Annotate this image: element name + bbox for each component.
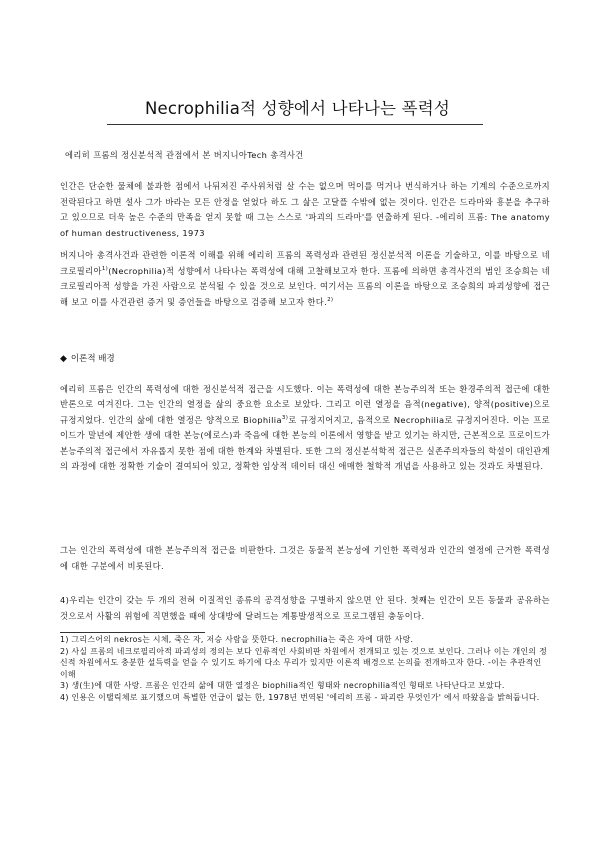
epigraph-quote — [60, 179, 550, 241]
intro-text — [60, 248, 550, 310]
section-heading — [60, 352, 115, 364]
footnote-4: 4) 인용은 이탤릭체로 표기했으며 특별한 언급이 없는 한, 1978년 번역된 '에리히 프롬 - 파괴란 무엇인가' 에서 따왔음을 밝혀둡니다. — [60, 692, 540, 702]
intro-paragraph — [60, 248, 550, 310]
footnote-ref-3[interactable]: 3) — [281, 415, 289, 422]
section-heading-text: 이론적 배경 — [70, 354, 115, 364]
footnote-separator — [60, 632, 205, 633]
theory-text — [60, 382, 550, 474]
footnotes — [60, 634, 548, 704]
citation-paragraph — [60, 593, 550, 623]
footnote-3: 3) 생(生)에 대한 사랑. 프롬은 인간의 삶에 대한 열정은 biophilia적인 형태와 necrophilia적인 형태로 나타난다고 보았다. — [60, 681, 505, 691]
theory-text-part1: 에리히 프롬은 인간의 폭력성에 대한 정신분석적 접근을 시도했다. 이는 폭력성에 대한 본능주의적 또는 환경주의적 접근에 대한 반론으로 여겨진다. 그는 인간의 열정을 삶의 중요한 요소로 보았다. 그리고 이런 열정을 음적(negative), 양적(positive)으로 규정지었다. 인간의 삶에 대한 열정은 양적으로 Biophilia — [60, 384, 550, 425]
diamond-bullet-icon: ◆ — [60, 354, 67, 364]
footnote-ref-1[interactable]: 1) — [101, 265, 109, 272]
intro-text-part2: (Necrophilia)적 성향에서 나타나는 폭력성에 대해 고찰해보고자 한다. 프롬에 의하면 총격사건의 범인 조승희는 네크로필리아적 성향을 가진 사람으로 분석될 수 있을 것으로 보인다. 여기서는 프롬의 이론을 바탕으로 조승희의 파괴성향에 접근해 보고 이를 사건관련 증거 및 증언들을 바탕으로 검증해 보고자 한다. — [60, 265, 550, 307]
title-underline — [107, 124, 483, 125]
theory-text-part2: 로 규정지어지고, 음적으로 Necrophilia로 규정지어진다. 이는 프로이드가 말년에 제안한 생에 대한 본능(에로스)과 죽음에 대한 본능의 이론에서 영향을 받고 있기는 하지만, 근본적으로 프로이드가 본능주의적 접근에서 자유롭지 못한 점에 대한 한계와 차별된다. 또한 그의 정신분석학적 접근은 실존주의자들의 학설이 대인관계의 과정에 대한 정확한 기술이 결여되어 있고, 정확한 임상적 데이터 대신 애매한 철학적 개념을 사용하고 있는 것과도 차별된다. — [60, 414, 550, 472]
critique-paragraph — [60, 543, 550, 574]
document-subtitle: 에리히 프롬의 정신분석적 관점에서 본 버지니아Tech 총격사건 — [65, 150, 304, 160]
document-title: Necrophilia적 성향에서 나타나는 폭력성 — [144, 99, 451, 118]
critique-text: 그는 인간의 폭력성에 대한 본능주의적 접근을 비판한다. 그것은 동물적 본능성에 기인한 폭력성과 인간의 열정에 근거한 폭력성에 대한 구분에서 비롯된다. — [60, 545, 550, 571]
intro-text-part1: 버지니아 총격사건과 관련한 이론적 이해를 위해 에리히 프롬의 폭력성과 관련된 정신분석적 이론을 기술하고, 이를 바탕으로 네크로필리아 — [60, 250, 550, 276]
footnote-2: 2) 사실 프롬의 네크로필리아적 파괴성의 정의는 보다 인류적인 사회비판 차원에서 전개되고 있는 것으로 보인다. 그러나 이는 개인의 정신적 차원에서도 충분한 설득력을 얻을 수 있기도 하기에 다소 무리가 있지만 이론적 배경으로 논의를 전개하고자 한다. -이는 추관적인 이해 — [60, 646, 548, 679]
citation-text: 4)우리는 인간이 갖는 두 개의 전혀 이질적인 종류의 공격성향을 구별하지 않으면 안 된다. 첫째는 인간이 모든 동물과 공유하는 것으로서 사활의 위험에 직면했을 때에 상대방에 달려드는 계통발생적으로 프로그램된 충동이다. — [60, 595, 550, 621]
theory-paragraph — [60, 382, 550, 474]
epigraph-text: 인간은 단순한 물체에 불과한 점에서 나뒤저진 주사위처럼 살 수는 없으며 먹이를 먹거나 번식하거나 하는 기계의 수준으로까지 전락된다고 하면 설사 그가 바라는 모든 안정을 얻었다 하도 그 삶은 고달플 수밖에 없는 것이다. 인간은 드라마와 흥분을 추구하고 있으므로 더욱 높은 수준의 만족을 얻지 못할 때 그는 스스로 '파괴의 드라마'를 연출하게 된다. -에리히 프롬: The anatomy of human destructiveness, 1973 — [60, 181, 550, 238]
footnote-ref-2[interactable]: 2) — [327, 297, 334, 304]
footnote-1: 1) 그리스어의 nekros는 시체, 죽은 자, 저승 사람을 뜻한다. necrophilia는 죽은 자에 대한 사랑. — [60, 635, 414, 644]
